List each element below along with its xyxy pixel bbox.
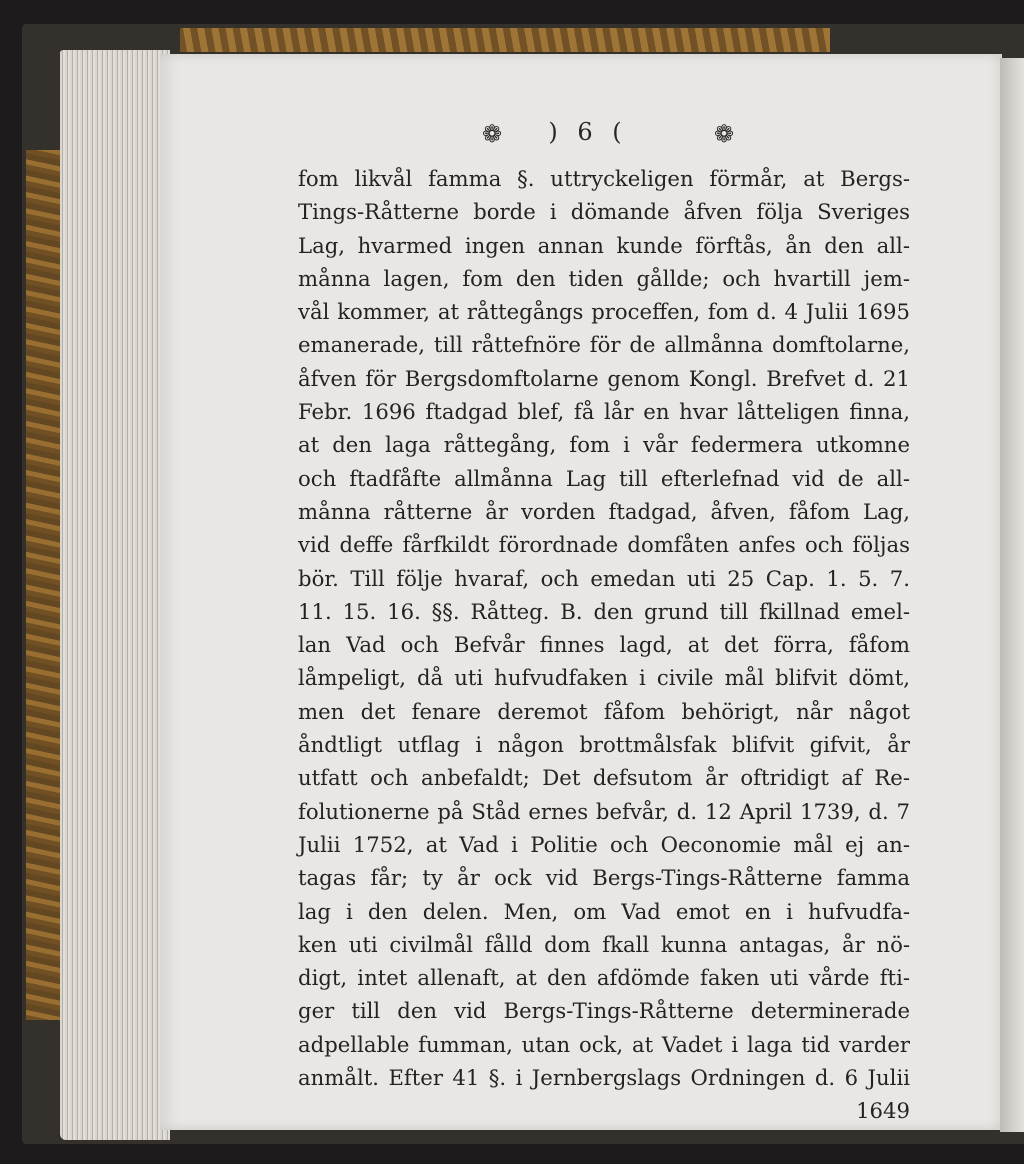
- text-line: låmpeligt, då uti hufvudfaken i civile mål blifvit dömt,: [298, 665, 910, 691]
- text-line: men det fenare deremot fåfom behörigt, når något: [298, 698, 910, 724]
- flower-ornament-icon: ❁: [713, 120, 735, 148]
- text-line: åndtligt utflag i någon brottmålsfak blifvit gifvit, år: [298, 732, 910, 758]
- text-line: digt, intet allenaft, at den afdömde faken uti vårde fti-: [298, 965, 910, 991]
- text-line: Tings-Råtterne borde i dömande åfven följa Sveriges: [298, 199, 910, 225]
- text-line: vid deffe fårfkildt förordnade domfåten anfes och följas: [298, 532, 910, 558]
- text-line: utfatt och anbefaldt; Det defsutom år oftridigt af Re-: [298, 765, 910, 791]
- text-line: fom likvål famma §. uttryckeligen förmår, at Bergs-: [298, 166, 910, 191]
- text-line: vål kommer, at råttegångs proceffen, fom d. 4 Julii 1695: [298, 299, 910, 325]
- text-line: at den laga råttegång, fom i vår federmera utkomne: [298, 432, 910, 458]
- text-line: emanerade, till råttefnöre för de allmånna domftolarne,: [298, 332, 910, 358]
- catchword: 1649: [856, 1098, 910, 1124]
- marbled-cover-top: [180, 28, 830, 52]
- flower-ornament-icon: ❁: [481, 120, 503, 148]
- text-line: månna lagen, fom den tiden gållde; och hvartill jem-: [298, 265, 910, 291]
- page-stack-edges: [60, 50, 170, 1140]
- page-body-text: [298, 162, 910, 1128]
- text-line: anmålt. Efter 41 §. i Jernbergslags Ordningen d. 6 Julii: [298, 1065, 910, 1091]
- text-line: adpellable fumman, utan ock, at Vadet i laga tid varder: [298, 1031, 910, 1057]
- text-line: folutionerne på Ståd ernes befvår, d. 12 April 1739, d. 7: [298, 798, 910, 824]
- text-line: lan Vad och Befvår finnes lagd, at det förra, fåfom: [298, 632, 910, 658]
- text-line: åfven för Bergsdomftolarne genom Kongl. Brefvet d. 21: [298, 365, 910, 391]
- text-line: Julii 1752, at Vad i Politie och Oeconomie mål ej an-: [298, 831, 910, 857]
- text-line: bör. Till följe hvaraf, och emedan uti 25 Cap. 1. 5. 7.: [298, 565, 910, 591]
- facing-page-edge: [1000, 58, 1024, 1132]
- text-line: ken uti civilmål fålld dom fkall kunna antagas, år nö-: [298, 931, 910, 957]
- text-line: ger till den vid Bergs-Tings-Råtterne determinerade: [298, 998, 910, 1024]
- text-line: 11. 15. 16. §§. Råtteg. B. den grund till fkillnad emel-: [298, 598, 910, 624]
- text-line: tagas får; ty år ock vid Bergs-Tings-Råtterne famma: [298, 865, 910, 891]
- text-line: månna råtterne år vorden ftadgad, åfven, fåfom Lag,: [298, 498, 910, 524]
- text-line: lag i den delen. Men, om Vad emot en i hufvudfa-: [298, 898, 910, 924]
- text-line: Lag, hvarmed ingen annan kunde förftås, ån den all-: [298, 232, 910, 258]
- text-line: Febr. 1696 ftadgad blef, få lår en hvar låtteligen finna,: [298, 399, 910, 425]
- page-number: ) 6 (: [548, 118, 628, 146]
- text-line: och ftadfåfte allmånna Lag till efterlefnad vid de all-: [298, 465, 910, 491]
